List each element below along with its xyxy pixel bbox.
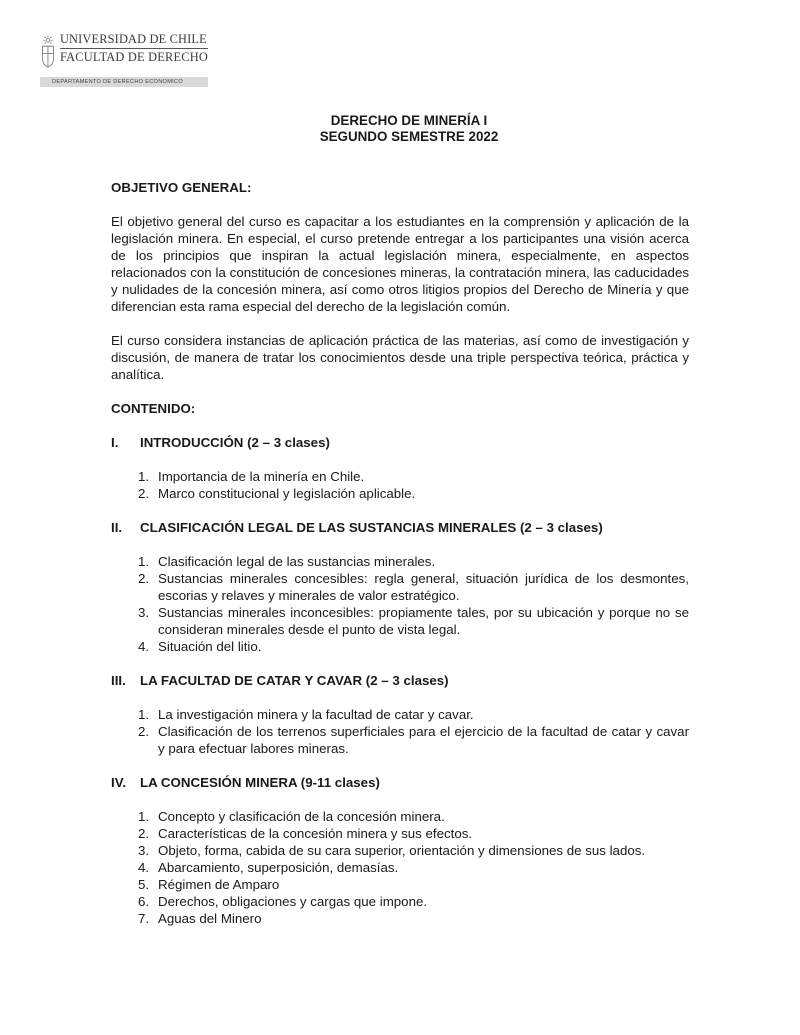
list-item: 2. Sustancias minerales concesibles: regla general, situación jurídica de los desmontes, escorias y relaves y minerales de valor estratégico. xyxy=(138,571,689,603)
section-heading-3 xyxy=(111,672,689,689)
section-2-list xyxy=(111,553,689,655)
list-item: 1. Concepto y clasificación de la concesión minera. xyxy=(138,809,445,824)
university-name: UNIVERSIDAD DE CHILE xyxy=(59,32,207,46)
section-title: LA FACULTAD DE CATAR Y CAVAR (2 – 3 clases) xyxy=(140,673,449,688)
title-line-2: SEGUNDO SEMESTRE 2022 xyxy=(319,129,499,144)
section-numeral: III. xyxy=(111,673,126,688)
section-title: LA CONCESIÓN MINERA (9-11 clases) xyxy=(140,775,380,790)
list-item: 3. Objeto, forma, cabida de su cara superior, orientación y dimensiones de sus lados. xyxy=(138,843,646,858)
list-item: 4. Situación del litio. xyxy=(138,639,262,654)
content-heading: CONTENIDO: xyxy=(111,401,196,416)
faculty-name: FACULTAD DE DERECHO xyxy=(59,50,208,64)
list-item: 2. Marco constitucional y legislación aplicable. xyxy=(138,486,416,501)
section-heading-4 xyxy=(111,774,689,791)
list-item: 4. Abarcamiento, superposición, demasías. xyxy=(138,860,399,875)
section-numeral: II. xyxy=(111,520,123,535)
section-heading-1 xyxy=(111,434,689,451)
section-4-list xyxy=(111,808,689,927)
list-item: 1. Importancia de la minería en Chile. xyxy=(138,469,365,484)
university-crest-icon xyxy=(40,32,56,72)
objective-paragraph-2: El curso considera instancias de aplicación práctica de las materias, así como de investigación y discusión, de manera de tratar los conocimientos desde una triple perspectiva teórica, práctica y analítica. xyxy=(111,333,689,382)
department-banner: DEPARTAMENTO DE DERECHO ECONOMICO xyxy=(40,77,208,87)
document-body xyxy=(111,113,689,927)
objective-paragraph-1: El objetivo general del curso es capacitar a los estudiantes en la comprensión y aplicación de la legislación minera. En especial, el curso pretende entregar a los participantes una visión acerca de los principios que inspiran la actual legislación minera, especialmente, en aspectos relacionados con la constitución de concesiones mineras, la contratación minera, las caducidades y nulidades de la concesión minera, así como otros litigios propios del Derecho de Minería y que diferencian esta rama especial del derecho de la legislación común. xyxy=(111,214,689,314)
list-item: 1. Clasificación legal de las sustancias minerales. xyxy=(138,554,436,569)
section-numeral: IV. xyxy=(111,775,127,790)
section-title: CLASIFICACIÓN LEGAL DE LAS SUSTANCIAS MINERALES (2 – 3 clases) xyxy=(140,520,603,535)
title-line-1: DERECHO DE MINERÍA I xyxy=(330,113,488,128)
list-item: 6. Derechos, obligaciones y cargas que impone. xyxy=(138,894,428,909)
document-title xyxy=(129,113,689,145)
list-item: 2. Características de la concesión minera y sus efectos. xyxy=(138,826,473,841)
objective-heading: OBJETIVO GENERAL: xyxy=(111,180,252,195)
list-item: 2. Clasificación de los terrenos superficiales para el ejercicio de la facultad de catar y cavar y para efectuar labores mineras. xyxy=(138,724,689,756)
section-numeral: I. xyxy=(111,435,119,450)
letterhead-divider xyxy=(60,48,208,49)
list-item: 1. La investigación minera y la facultad de catar y cavar. xyxy=(138,707,474,722)
section-heading-2 xyxy=(111,519,689,536)
list-item: 7. Aguas del Minero xyxy=(138,911,262,926)
section-title: INTRODUCCIÓN (2 – 3 clases) xyxy=(140,435,330,450)
letterhead xyxy=(40,32,208,87)
section-3-list xyxy=(111,706,689,757)
section-1-list xyxy=(111,468,689,502)
list-item: 3. Sustancias minerales inconcesibles: propiamente tales, por su ubicación y porque no se consideran minerales desde el punto de vista legal. xyxy=(138,605,689,637)
list-item: 5. Régimen de Amparo xyxy=(138,877,280,892)
